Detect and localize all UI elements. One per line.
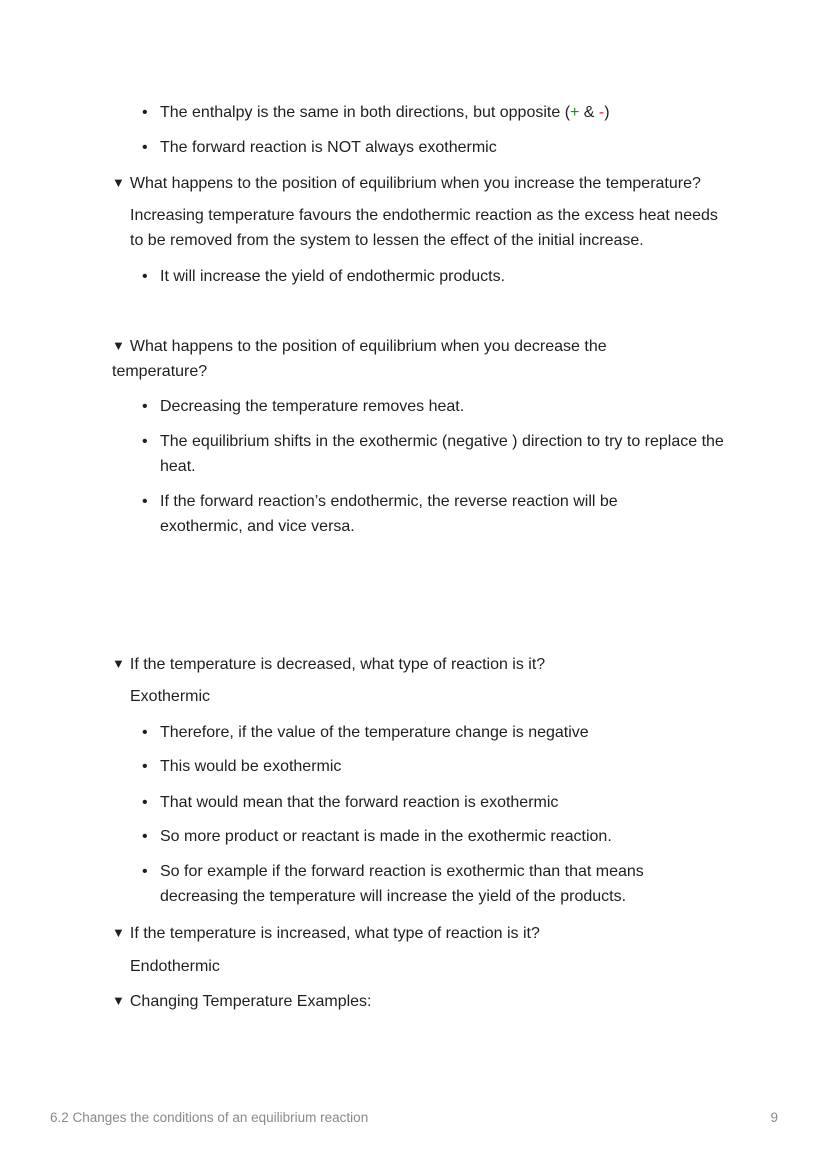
list-item-text: • If the forward reaction’s endothermic, the reverse reaction will be exothermic, and vice versa.	[160, 493, 618, 535]
list-item-text: • Decreasing the temperature removes heat.	[160, 398, 465, 415]
list-item	[142, 394, 742, 419]
footer-section-title: 6.2 Changes the conditions of an equilibrium reaction	[50, 1110, 369, 1125]
list-item-text: • The forward reaction is NOT always exothermic	[160, 139, 497, 156]
triangle-down-icon[interactable]: ▼	[112, 993, 125, 1008]
ampersand: &	[579, 104, 599, 121]
toggle-title: Changing Temperature Examples:	[129, 993, 372, 1010]
toggle-answer: Exothermic	[130, 688, 211, 705]
list-item-text: • So more product or reactant is made in the exothermic reaction.	[160, 828, 612, 845]
list-item	[142, 264, 742, 289]
toggle-title: If the temperature is increased, what type of reaction is it?	[129, 925, 540, 942]
plus-sign: +	[570, 104, 580, 121]
footer-page-number: 9	[770, 1110, 778, 1125]
toggle-increase-temperature[interactable]	[112, 170, 742, 196]
enthalpy-text: The enthalpy is the same in both directions, but opposite (	[160, 104, 571, 121]
list-item	[142, 790, 742, 815]
list-item	[142, 489, 652, 539]
list-item	[142, 754, 742, 779]
list-item-text: • Therefore, if the value of the temperature change is negative	[160, 724, 589, 741]
list-item-text: • That would mean that the forward reaction is exothermic	[160, 794, 559, 811]
toggle-decrease-temperature[interactable]	[112, 333, 652, 384]
triangle-down-icon[interactable]: ▼	[112, 338, 125, 353]
list-item-text: • So for example if the forward reaction is exothermic than that means decreasing the temperature will increase the yield of the products.	[160, 863, 644, 905]
toggle-title: If the temperature is decreased, what type of reaction is it?	[129, 656, 546, 673]
closing-paren: )	[604, 104, 610, 121]
list-item-text: • The equilibrium shifts in the exothermic (negative ) direction to try to replace the heat.	[160, 433, 724, 475]
list-item	[142, 824, 742, 849]
toggle-decreased-reaction-type[interactable]	[112, 651, 742, 677]
toggle-paragraph: Increasing temperature favours the endothermic reaction as the excess heat needs to be removed from the system to lessen the effect of the initial increase.	[130, 207, 718, 249]
list-item	[142, 720, 742, 745]
minus-sign: -	[598, 104, 605, 121]
list-item	[142, 135, 742, 160]
list-item-text: • It will increase the yield of endothermic products.	[160, 268, 506, 285]
toggle-temperature-examples[interactable]	[112, 988, 742, 1014]
toggle-increased-reaction-type[interactable]	[112, 920, 742, 946]
triangle-down-icon[interactable]: ▼	[112, 175, 125, 190]
list-item	[142, 429, 732, 479]
toggle-answer: Endothermic	[130, 958, 220, 975]
toggle-title: What happens to the position of equilibrium when you decrease the temperature?	[112, 338, 607, 380]
toggle-title: What happens to the position of equilibrium when you increase the temperature?	[129, 175, 701, 192]
list-item	[142, 859, 682, 909]
list-item	[142, 100, 742, 125]
triangle-down-icon[interactable]: ▼	[112, 656, 125, 671]
list-item-text: • This would be exothermic	[160, 758, 342, 775]
triangle-down-icon[interactable]: ▼	[112, 925, 125, 940]
